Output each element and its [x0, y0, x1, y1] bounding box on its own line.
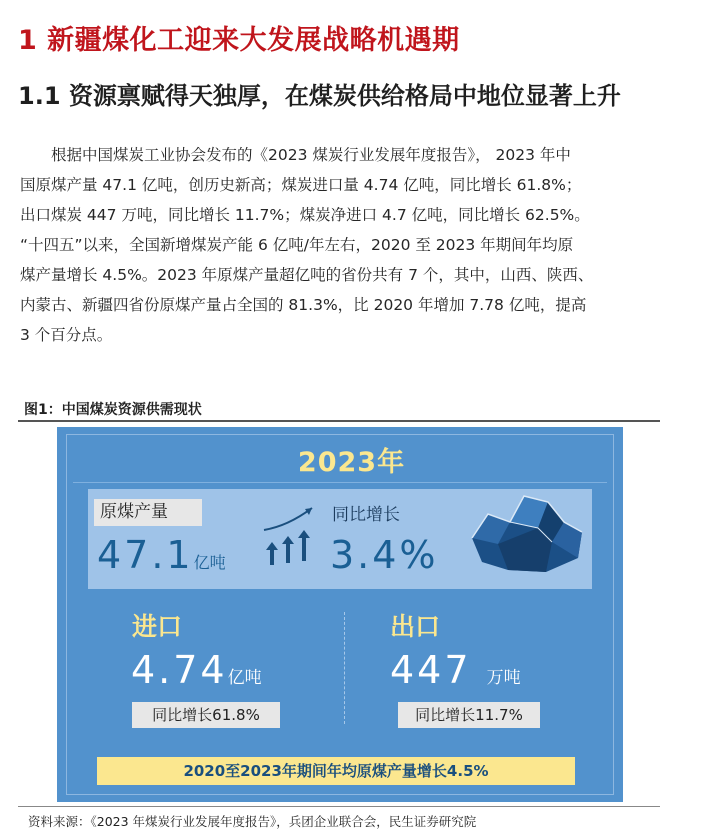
- figure-title: 图1：中国煤炭资源供需现状: [24, 402, 202, 418]
- paragraph-line: 煤产量增长 4.5%。2023 年原煤产量超亿吨的省份共有 7 个，其中，山西、陕西、: [20, 266, 594, 284]
- export-yoy-badge: 同比增长11.7%: [398, 702, 540, 728]
- paragraph-line: 根据中国煤炭工业协会发布的《2023 煤炭行业发展年度报告》， 2023 年中: [51, 146, 571, 164]
- growth-banner: 2020至2023年期间年均原煤产量增长4.5%: [97, 757, 575, 785]
- growth-arrows-icon: [258, 500, 320, 570]
- year-title: 2023年: [297, 447, 406, 478]
- body-paragraph: [20, 140, 692, 350]
- paragraph-line: 出口煤炭 447 万吨，同比增长 11.7%；煤炭净进口 4.7 亿吨，同比增长 62.5%。: [20, 206, 590, 224]
- import-unit: 亿吨: [227, 668, 262, 688]
- import-value: [131, 646, 262, 702]
- yoy-value: 3.4%: [330, 533, 439, 577]
- paragraph-line: 国原煤产量 47.1 亿吨，创历史新高；煤炭进口量 4.74 亿吨，同比增长 61.8%；: [20, 176, 582, 194]
- import-number: 4.74: [131, 648, 228, 692]
- export-number: 447: [390, 648, 472, 692]
- figure-title-rule: [18, 420, 660, 422]
- raw-coal-value: [97, 532, 226, 586]
- paragraph-line: “十四五”以来，全国新增煤炭产能 6 亿吨/年左右，2020 至 2023 年期间年均原: [20, 236, 574, 254]
- section-heading-1-1: 1.1 资源禀赋得天独厚，在煤炭供给格局中地位显著上升: [18, 82, 621, 110]
- import-yoy-badge: 同比增长61.8%: [132, 702, 280, 728]
- year-divider: [73, 482, 607, 483]
- section-heading-1: 1 新疆煤化工迎来大发展战略机遇期: [18, 25, 460, 56]
- export-value: [390, 646, 521, 702]
- yoy-label: 同比增长: [332, 505, 400, 525]
- paragraph-line: 内蒙古、新疆四省份原煤产量占全国的 81.3%，比 2020 年增加 7.78 亿吨，提高: [20, 296, 587, 314]
- raw-coal-number: 47.1: [97, 533, 194, 577]
- coal-chunk-icon: [468, 492, 586, 576]
- raw-coal-label: 原煤产量: [94, 499, 202, 526]
- import-export-divider: [344, 612, 345, 724]
- raw-coal-unit: 亿吨: [193, 553, 226, 572]
- paragraph-line: 3 个百分点。: [20, 326, 113, 344]
- source-rule: [18, 806, 660, 807]
- export-label: 出口: [390, 612, 441, 641]
- export-unit: 万吨: [486, 668, 521, 688]
- import-label: 进口: [132, 612, 183, 641]
- source-note: 资料来源：《2023 年煤炭行业发展年度报告》，兵团企业联合会，民生证券研究院: [28, 814, 477, 829]
